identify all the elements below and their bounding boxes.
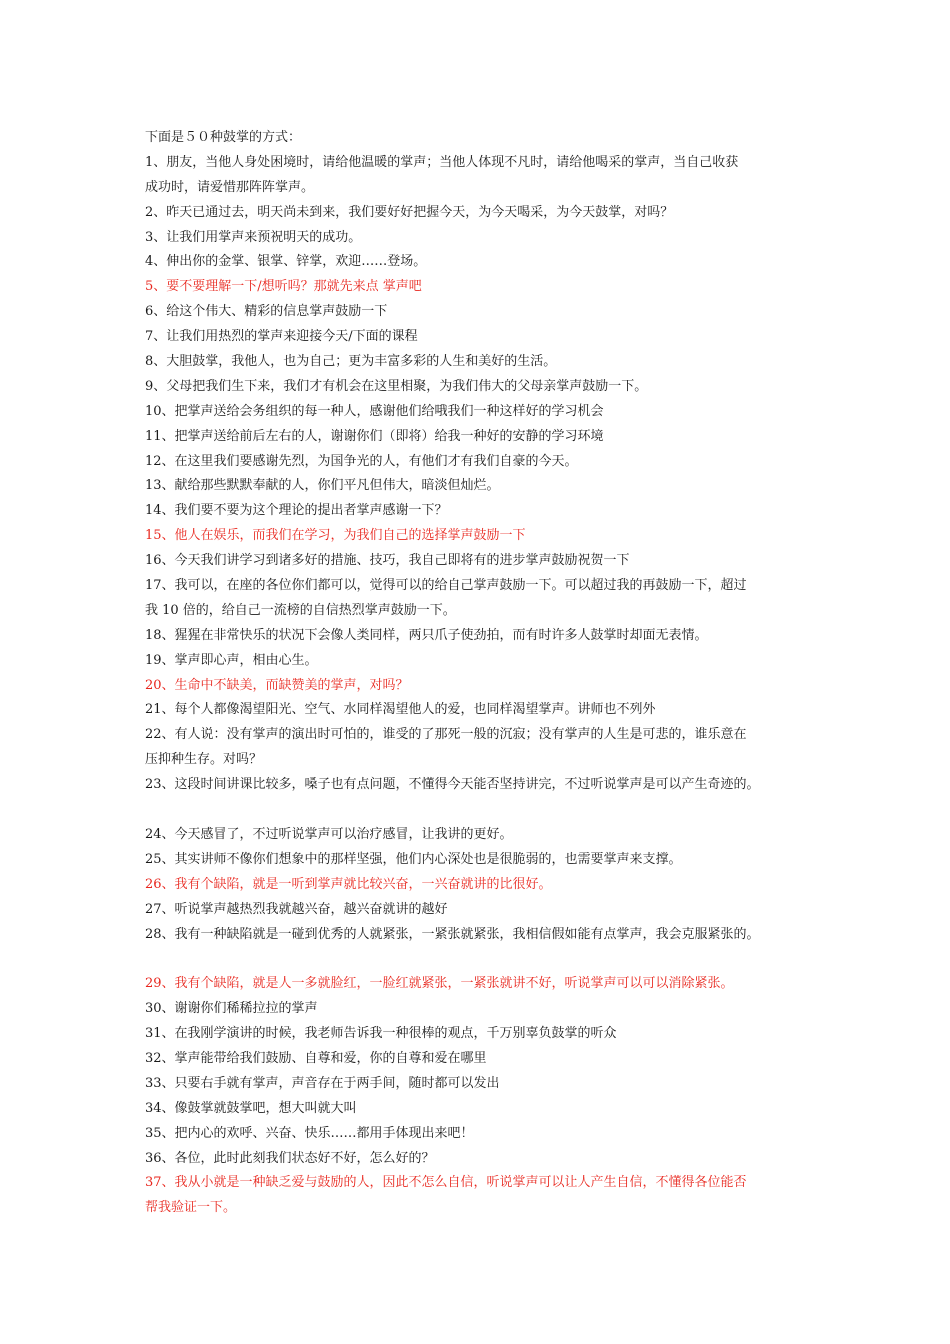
text-line: 18、猩猩在非常快乐的状况下会像人类同样，两只爪子使劲拍，而有时许多人鼓掌时却面无表情。 [145, 627, 708, 643]
text-line: 5、要不要理解一下/想听吗？那就先来点 掌声吧 [145, 279, 422, 295]
text-line: 3、让我们用掌声来预祝明天的成功。 [145, 229, 362, 245]
text-line: 帮我验证一下。 [145, 1200, 237, 1216]
text-line: 23、这段时间讲课比较多，嗓子也有点问题，不懂得今天能否坚持讲完，不过听说掌声是可以产生奇迹的。 [145, 777, 760, 793]
text-line: 25、其实讲师不像你们想象中的那样坚强，他们内心深处也是很脆弱的，也需要掌声来支撑。 [145, 851, 682, 867]
text-line: 21、每个人都像渴望阳光、空气、水同样渴望他人的爱，也同样渴望掌声。讲师也不列外 [145, 702, 656, 718]
text-line: 36、各位，此时此刻我们状态好不好，怎么好的？ [145, 1150, 435, 1166]
text-line: 7、让我们用热烈的掌声来迎接今天/下面的课程 [145, 329, 418, 345]
text-line: 1、朋友，当他人身处困境时，请给他温暖的掌声；当他人体现不凡时，请给他喝采的掌声，当自己收获 [145, 154, 739, 170]
text-line: 19、掌声即心声，相由心生。 [145, 652, 318, 668]
document-page [145, 126, 825, 1221]
text-line: 8、大胆鼓掌，我他人，也为自己；更为丰富多彩的人生和美好的生活。 [145, 354, 557, 370]
text-line: 27、听说掌声越热烈我就越兴奋，越兴奋就讲的越好 [145, 901, 448, 917]
text-line: 37、我从小就是一种缺乏爱与鼓励的人，因此不怎么自信，听说掌声可以让人产生自信，不懂得各位能否 [145, 1175, 747, 1191]
text-line: 成功时，请爱惜那阵阵掌声。 [145, 179, 315, 195]
text-line: 下面是５０种鼓掌的方式： [145, 130, 302, 145]
text-line: 12、在这里我们要感谢先烈，为国争光的人，有他们才有我们自豪的今天。 [145, 453, 578, 469]
text-line: 我 10 倍的，给自己一流榜的自信热烈掌声鼓励一下。 [145, 602, 456, 618]
text-line: 11、把掌声送给前后左右的人，谢谢你们（即将）给我一种好的安静的学习环境 [145, 428, 604, 444]
text-line: 6、给这个伟大、精彩的信息掌声鼓励一下 [145, 304, 388, 320]
text-line: 2、昨天已通过去，明天尚未到来，我们要好好把握今天，为今天喝采，为今天鼓掌，对吗？ [145, 204, 674, 220]
text-line: 35、把内心的欢呼、兴奋、快乐……都用手体现出来吧！ [145, 1125, 474, 1141]
text-line: 9、父母把我们生下来，我们才有机会在这里相聚，为我们伟大的父母亲掌声鼓励一下。 [145, 378, 648, 394]
text-line: 28、我有一种缺陷就是一碰到优秀的人就紧张，一紧张就紧张，我相信假如能有点掌声，我会克服紧张的。 [145, 926, 760, 942]
blank-line [145, 947, 825, 972]
text-line: 31、在我刚学演讲的时候，我老师告诉我一种很棒的观点，千万别辜负鼓掌的听众 [145, 1026, 617, 1042]
text-line: 32、掌声能带给我们鼓励、自尊和爱，你的自尊和爱在哪里 [145, 1050, 487, 1066]
text-line: 14、我们要不要为这个理论的提出者掌声感谢一下？ [145, 503, 448, 519]
text-line: 22、有人说：没有掌声的演出时可怕的，谁受的了那死一般的沉寂；没有掌声的人生是可悲的，谁乐意在 [145, 727, 747, 743]
text-line: 33、只要右手就有掌声，声音存在于两手间，随时都可以发出 [145, 1075, 500, 1091]
text-line: 4、伸出你的金掌、银掌、锌掌，欢迎……登场。 [145, 254, 427, 270]
text-line: 24、今天感冒了，不过听说掌声可以治疗感冒，让我讲的更好。 [145, 826, 513, 842]
text-line: 17、我可以，在座的各位你们都可以，觉得可以的给自己掌声鼓励一下。可以超过我的再鼓励一下，超过 [145, 578, 747, 594]
text-line: 13、献给那些默默奉献的人，你们平凡但伟大，暗淡但灿烂。 [145, 478, 500, 494]
text-line: 压抑种生存。对吗？ [145, 752, 263, 768]
text-line: 10、把掌声送给会务组织的每一种人，感谢他们给哦我们一种这样好的学习机会 [145, 403, 604, 419]
text-line: 20、生命中不缺美，而缺赞美的掌声，对吗？ [145, 677, 409, 693]
text-line: 26、我有个缺陷，就是一听到掌声就比较兴奋，一兴奋就讲的比很好。 [145, 876, 552, 892]
text-line: 29、我有个缺陷，就是人一多就脸红，一脸红就紧张，一紧张就讲不好，听说掌声可以可以消除紧张。 [145, 976, 734, 992]
text-line: 30、谢谢你们稀稀拉拉的掌声 [145, 1001, 318, 1017]
text-line: 34、像鼓掌就鼓掌吧，想大叫就大叫 [145, 1100, 357, 1116]
text-line: 16、今天我们讲学习到诸多好的措施、技巧，我自己即将有的进步掌声鼓励祝贺一下 [145, 553, 630, 569]
text-line: 15、他人在娱乐，而我们在学习，为我们自己的选择掌声鼓励一下 [145, 528, 526, 544]
blank-line [145, 798, 825, 823]
